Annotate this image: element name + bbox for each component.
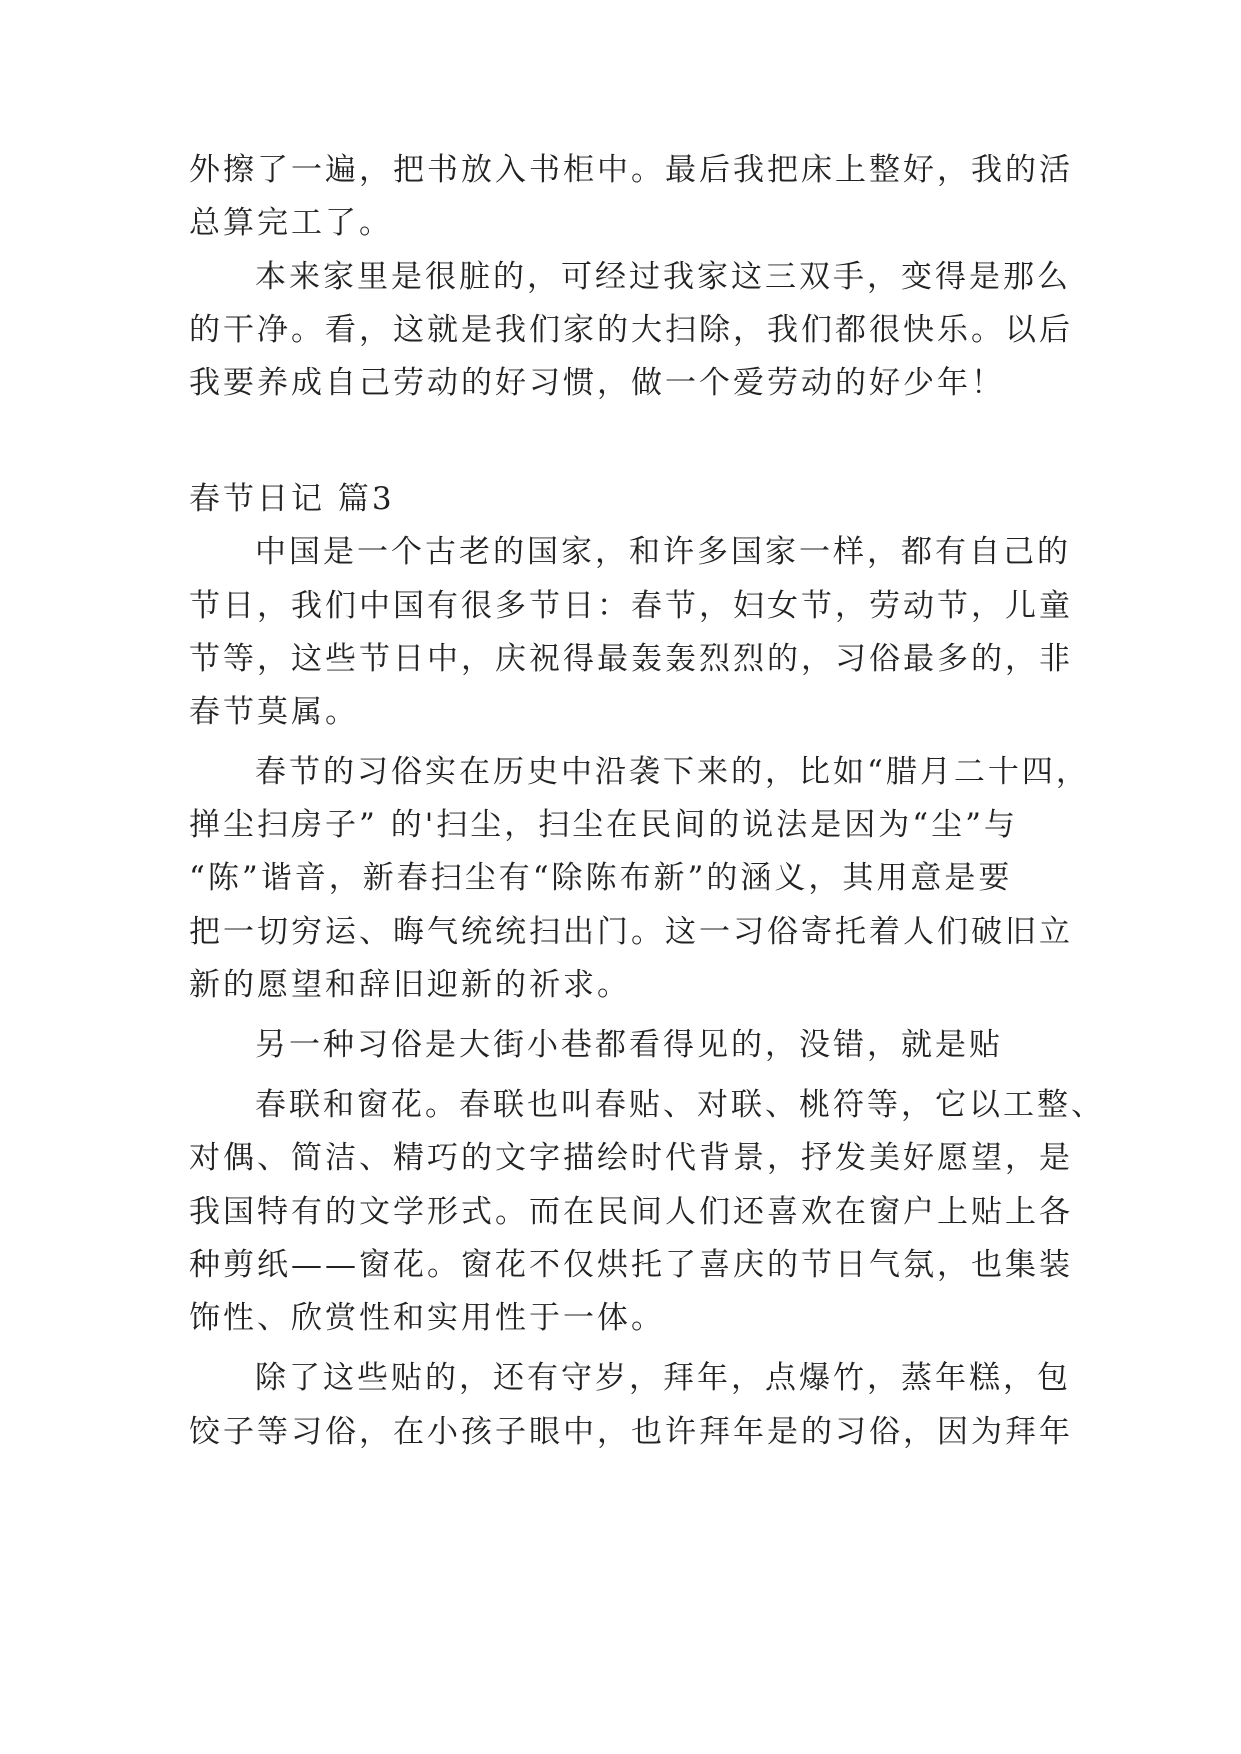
text-line: 节日，我们中国有很多节日：春节，妇女节，劳动节，儿童 — [189, 588, 1073, 624]
text-line: 新的愿望和辞旧迎新的祈求。 — [189, 967, 631, 1003]
text-line: 我要养成自己劳动的好习惯，做一个爱劳动的好少年！ — [189, 365, 1005, 401]
text-line: 春节莫属。 — [189, 694, 359, 730]
text-line: 饰性、欣赏性和实用性于一体。 — [189, 1300, 665, 1336]
text-line: 我国特有的文学形式。而在民间人们还喜欢在窗户上贴上各 — [189, 1194, 1073, 1230]
section-heading: 春节日记 篇3 — [189, 481, 395, 517]
text-line: 掸尘扫房子” 的'扫尘，扫尘在民间的说法是因为“尘”与 — [189, 807, 1018, 843]
paragraph-start: 另一种习俗是大街小巷都看得见的，没错，就是贴 — [255, 1027, 1003, 1063]
paragraph-start: 中国是一个古老的国家，和许多国家一样，都有自己的 — [255, 534, 1071, 570]
paragraph-start: 春节的习俗实在历史中沿袭下来的，比如“腊月二十四， — [255, 754, 1090, 790]
paragraph-start: 本来家里是很脏的，可经过我家这三双手，变得是那么 — [255, 259, 1071, 295]
text-line: 把一切穷运、晦气统统扫出门。这一习俗寄托着人们破旧立 — [189, 914, 1073, 950]
text-line: “陈”谐音，新春扫尘有“除陈布新”的涵义，其用意是要 — [189, 860, 1013, 896]
paragraph-start: 春联和窗花。春联也叫春贴、对联、桃符等，它以工整、 — [255, 1087, 1105, 1123]
text-line: 的干净。看，这就是我们家的大扫除，我们都很快乐。以后 — [189, 312, 1073, 348]
text-line: 对偶、简洁、精巧的文字描绘时代背景，抒发美好愿望，是 — [189, 1140, 1073, 1176]
paragraph-start: 除了这些贴的，还有守岁，拜年，点爆竹，蒸年糕，包 — [255, 1360, 1071, 1396]
text-line: 总算完工了。 — [189, 205, 393, 241]
text-line: 种剪纸——窗花。窗花不仅烘托了喜庆的节日气氛，也集装 — [189, 1247, 1073, 1283]
text-line: 饺子等习俗，在小孩子眼中，也许拜年是的习俗，因为拜年 — [189, 1414, 1073, 1450]
text-line: 外擦了一遍，把书放入书柜中。最后我把床上整好，我的活 — [189, 152, 1073, 188]
text-line: 节等，这些节日中，庆祝得最轰轰烈烈的，习俗最多的，非 — [189, 641, 1073, 677]
